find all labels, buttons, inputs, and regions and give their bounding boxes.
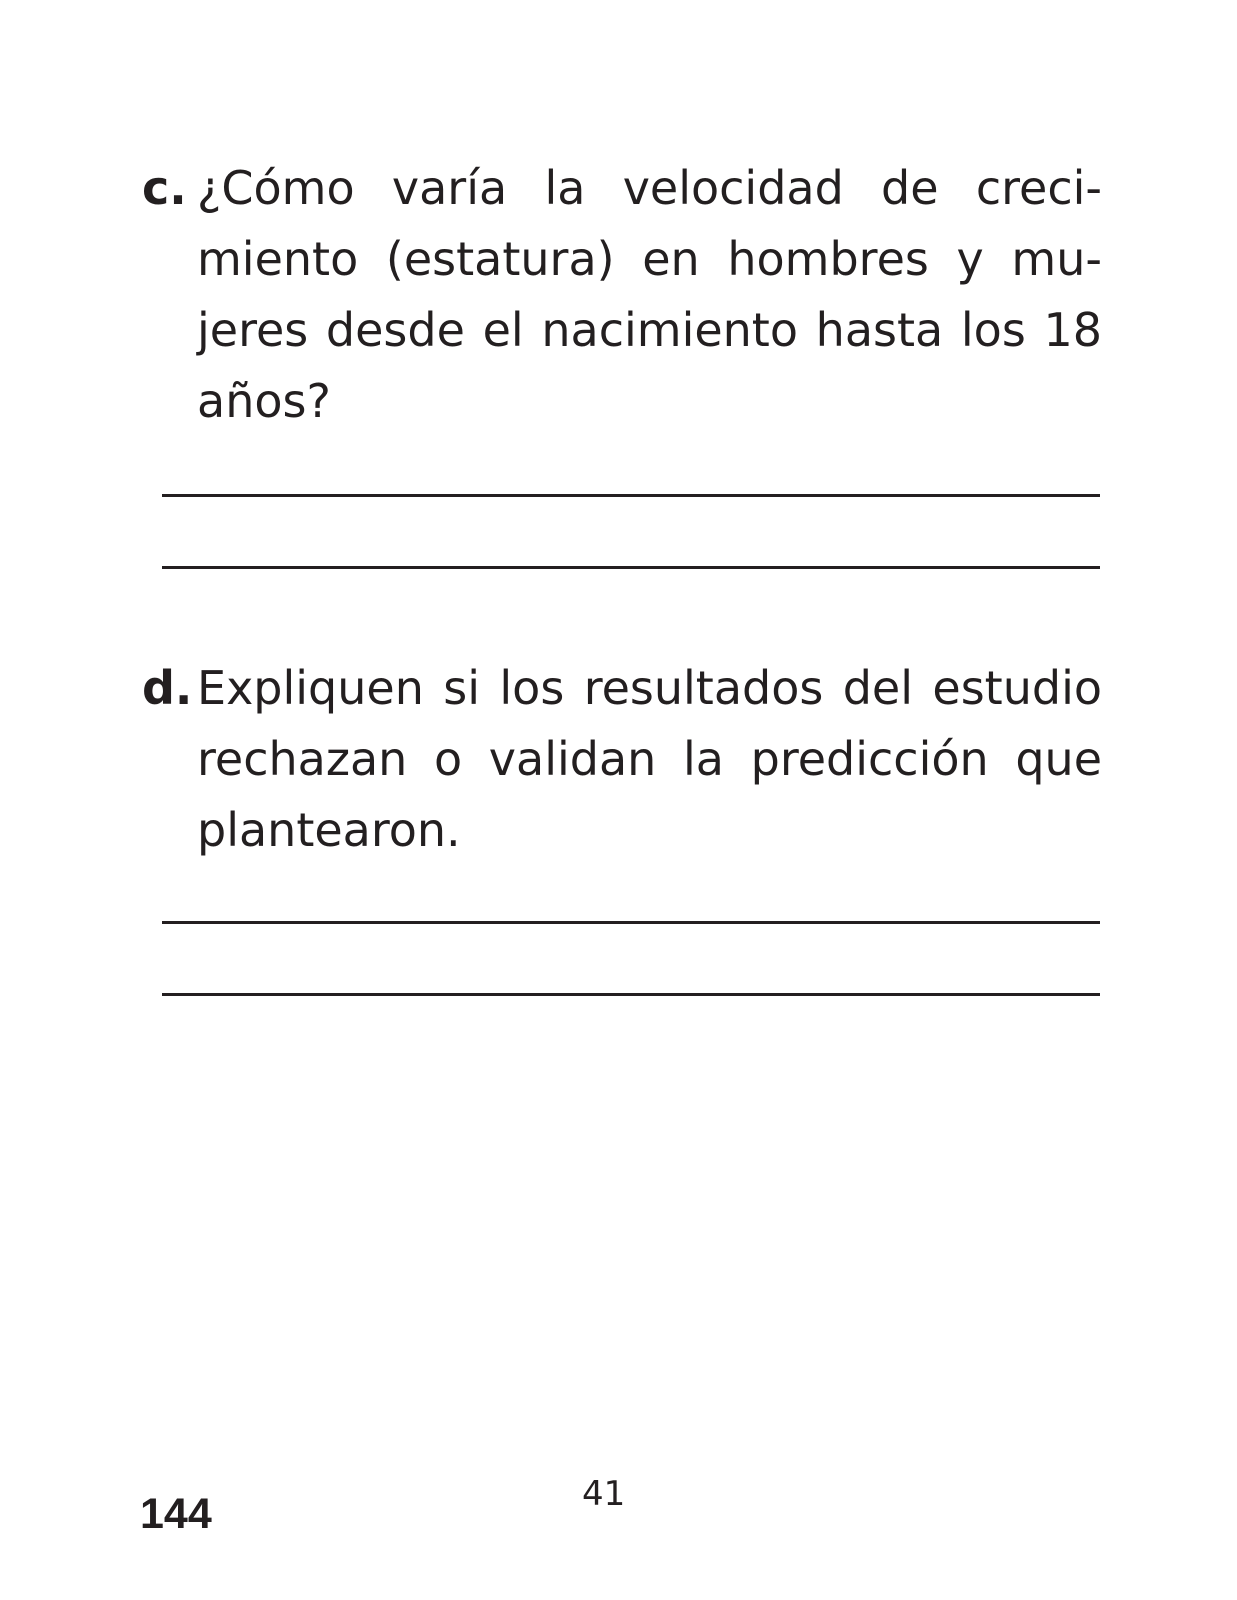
answer-line-c-2[interactable] — [162, 566, 1100, 569]
book-page-number: 144 — [140, 1490, 212, 1538]
answer-line-d-2[interactable] — [162, 993, 1100, 996]
question-d-text: Expliquen si los resultados del estudio rechazan o validan la predicción que plantearon. — [197, 661, 1102, 857]
answer-line-d-1[interactable] — [162, 921, 1100, 924]
question-c-text: ¿Cómo varía la velocidad de creci-miento (estatura) en hombres y mu-jeres desde el nacimiento hasta los 18 años? — [197, 161, 1102, 428]
question-c-letter: c. — [142, 161, 187, 215]
question-d-letter: d. — [142, 661, 193, 715]
page-number: 41 — [582, 1474, 626, 1514]
answer-line-c-1[interactable] — [162, 494, 1100, 497]
